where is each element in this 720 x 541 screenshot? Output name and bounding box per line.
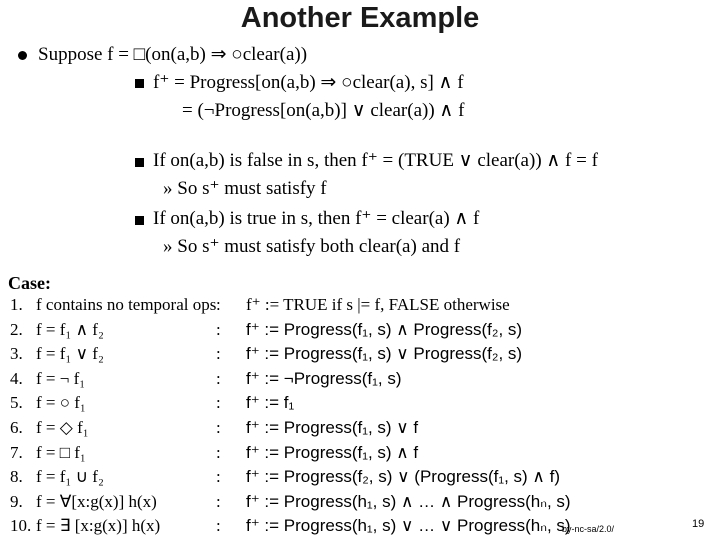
bullet-true-case: If on(a,b) is true in s, then f⁺ = clear(a) ∧ f [153, 208, 480, 229]
bullet-square-icon [135, 216, 144, 225]
case-result: f⁺ := Progress(f₁, s) ∨ f [246, 418, 419, 437]
case-row [0, 344, 720, 369]
case-row [0, 369, 720, 394]
case-condition: f contains no temporal ops [36, 295, 217, 314]
case-separator: : [216, 442, 221, 462]
case-result: f⁺ := Progress(h₁, s) ∧ … ∧ Progress(hₙ, s) [246, 491, 571, 511]
case-result: f⁺ := f₁ [246, 393, 295, 413]
case-result: f⁺ := Progress(f₁, s) ∨ Progress(f₂, s) [246, 344, 523, 364]
case-result: f⁺ := Progress(h₁, s) ∨ … ∨ Progress(hₙ, s) [246, 516, 571, 536]
case-result: f⁺ := ¬Progress(f₁, s) [246, 368, 402, 388]
case-condition: f = ○ f₁ [36, 393, 86, 413]
case-separator: : [216, 295, 221, 314]
bullet-false-case: If on(a,b) is false in s, then f⁺ = (TRUE ∨ clear(a)) ∧ f = f [153, 150, 598, 171]
case-number: 2. [10, 319, 23, 339]
case-number: 6. [10, 418, 23, 437]
case-row [0, 418, 720, 443]
bullet-false-case-sub: » So s⁺ must satisfy f [163, 178, 327, 199]
case-separator: : [216, 467, 221, 487]
case-row [0, 467, 720, 492]
case-row [0, 295, 720, 320]
case-condition: f = ∃ [x:g(x)] h(x) [36, 516, 161, 536]
license-text: by-nc-sa/2.0/ [562, 524, 615, 534]
case-number: 8. [10, 467, 23, 487]
bullet-square-icon [135, 158, 144, 167]
case-separator: : [216, 491, 221, 511]
case-result: f⁺ := Progress(f₁, s) ∧ Progress(f₂, s) [246, 319, 523, 339]
case-number: 4. [10, 368, 23, 388]
case-condition: f = ∀[x:g(x)] h(x) [36, 491, 157, 511]
bullet-progress-line1: f⁺ = Progress[on(a,b) ⇒ ○clear(a), s] ∧ f [153, 72, 464, 93]
case-separator: : [216, 418, 221, 437]
bullet-suppose: Suppose f = □(on(a,b) ⇒ ○clear(a)) [38, 44, 308, 65]
bullet-true-case-sub: » So s⁺ must satisfy both clear(a) and f [163, 236, 461, 257]
case-heading: Case: [8, 273, 51, 293]
case-separator: : [216, 516, 221, 536]
case-condition: f = □ f₁ [36, 442, 86, 462]
case-result: f⁺ := Progress(f₁, s) ∧ f [246, 442, 419, 462]
case-condition: f = f₁ ∨ f₂ [36, 344, 104, 364]
bullet-progress-line2: = (¬Progress[on(a,b)] ∨ clear(a)) ∧ f [182, 100, 465, 121]
case-row [0, 320, 720, 345]
case-separator: : [216, 368, 221, 388]
slide-title: Another Example [240, 2, 480, 34]
case-separator: : [216, 319, 221, 339]
case-result: f⁺ := Progress(f₂, s) ∨ (Progress(f₁, s) ∧ f) [246, 467, 560, 487]
case-row [0, 443, 720, 468]
case-condition: f = ◇ f₁ [36, 418, 89, 437]
case-row [0, 492, 720, 517]
case-number: 10. [10, 516, 32, 536]
case-separator: : [216, 344, 221, 364]
case-separator: : [216, 393, 221, 413]
case-number: 5. [10, 393, 23, 413]
case-number: 9. [10, 491, 23, 511]
case-number: 7. [10, 442, 23, 462]
case-number: 1. [10, 295, 23, 314]
case-condition: f = f₁ ∧ f₂ [36, 319, 104, 339]
bullet-dot-icon [18, 51, 27, 60]
case-condition: f = f₁ ∪ f₂ [36, 467, 104, 487]
case-number: 3. [10, 344, 23, 364]
bullet-square-icon [135, 79, 144, 88]
case-row [0, 393, 720, 418]
case-result: f⁺ := TRUE if s |= f, FALSE otherwise [246, 295, 510, 314]
case-condition: f = ¬ f₁ [36, 368, 86, 388]
page-number: 19 [692, 518, 705, 530]
